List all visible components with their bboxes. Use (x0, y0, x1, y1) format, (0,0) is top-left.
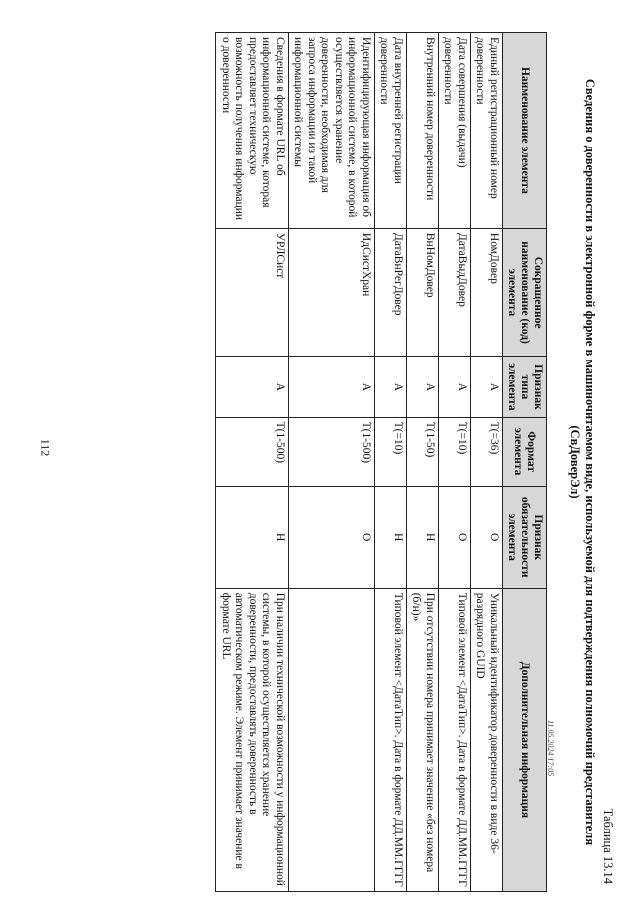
cell-type: А (439, 357, 471, 417)
cell-name: Идентифицирующая информация об информационной системе, в которой осуществляется хранение доверенности, необходимая для запроса информации из такой информационной системы (289, 33, 375, 229)
cell-info: При отсутствии номера принимает значение «без номера (б/н)» (407, 588, 439, 891)
header-element-type: Признак типа элемента (503, 357, 547, 417)
header-element-required: Признак обязательности элемента (503, 486, 547, 588)
cell-info: Типовой элемент <ДатаТип>. Дата в формате ДД.ММ.ГГГГ (439, 588, 471, 891)
cell-required: Н (216, 486, 289, 588)
rotated-page-content (105, 32, 615, 892)
table-row (216, 33, 289, 892)
cell-type: А (407, 357, 439, 417)
cell-format: T(=10) (375, 417, 407, 486)
cell-info: Уникальный идентификатор доверенности в виде 36-разрядного GUID (471, 588, 503, 891)
print-stamp-date: 11.05.2024 17:05 (546, 720, 555, 777)
cell-code: НомДовер (471, 228, 503, 356)
cell-name: Внутренний номер доверенности (407, 33, 439, 229)
cell-name: Дата внутренней регистрации доверенности (375, 33, 407, 229)
cell-info: При наличии технической возможности у информационной системы, в которой осуществляется хранение доверенности, предоставлять доверенность в автоматическом режиме. Элемент принимает значение в формате URL (216, 588, 289, 891)
table-number: Таблица 13.14 (601, 808, 615, 884)
cell-format: T(1-50) (407, 417, 439, 486)
table-header-row (503, 33, 547, 892)
cell-format: T(1-500) (289, 417, 375, 486)
cell-name: Единый регистрационный номер доверенности (471, 33, 503, 229)
cell-code: УРЛСист (216, 228, 289, 356)
cell-code: ДатаВыдДовер (439, 228, 471, 356)
header-element-format: Формат элемента (503, 417, 547, 486)
cell-code: ИдСистХран (289, 228, 375, 356)
cell-required: О (289, 486, 375, 588)
cell-required: О (471, 486, 503, 588)
cell-code: ВнНомДовер (407, 228, 439, 356)
table-row (407, 33, 439, 892)
cell-type: А (216, 357, 289, 417)
cell-format: T(=36) (471, 417, 503, 486)
page-number: 112 (38, 438, 53, 457)
cell-required: Н (375, 486, 407, 588)
cell-format: T(1-500) (216, 417, 289, 486)
cell-info: Типовой элемент <ДатаТип>. Дата в формате ДД.ММ.ГГГГ (375, 588, 407, 891)
cell-required: Н (407, 486, 439, 588)
cell-type: А (289, 357, 375, 417)
cell-name: Дата совершения (выдачи) доверенности (439, 33, 471, 229)
header-additional-info: Дополнительная информация (503, 588, 547, 891)
header-element-name: Наименование элемента (503, 33, 547, 229)
table-caption: Сведения о доверенности в электронной форме в машиночитаемом виде, используемой для подтверждения полномочий представителя (СвДоверЭл) (568, 78, 597, 846)
cell-format: T(=10) (439, 417, 471, 486)
cell-name: Сведения в формате URL об информационной системе, которая предоставляет техническую возможность получения информации о доверенности (216, 33, 289, 229)
cell-info (289, 588, 375, 891)
header-element-code: Сокращенное наименование (код) элемента (503, 228, 547, 356)
cell-type: А (471, 357, 503, 417)
table-row (375, 33, 407, 892)
cell-type: А (375, 357, 407, 417)
table-row (439, 33, 471, 892)
cell-code: ДатаВнРегДовер (375, 228, 407, 356)
elements-table (216, 32, 548, 892)
table-row (471, 33, 503, 892)
cell-required: О (439, 486, 471, 588)
table-row (289, 33, 375, 892)
